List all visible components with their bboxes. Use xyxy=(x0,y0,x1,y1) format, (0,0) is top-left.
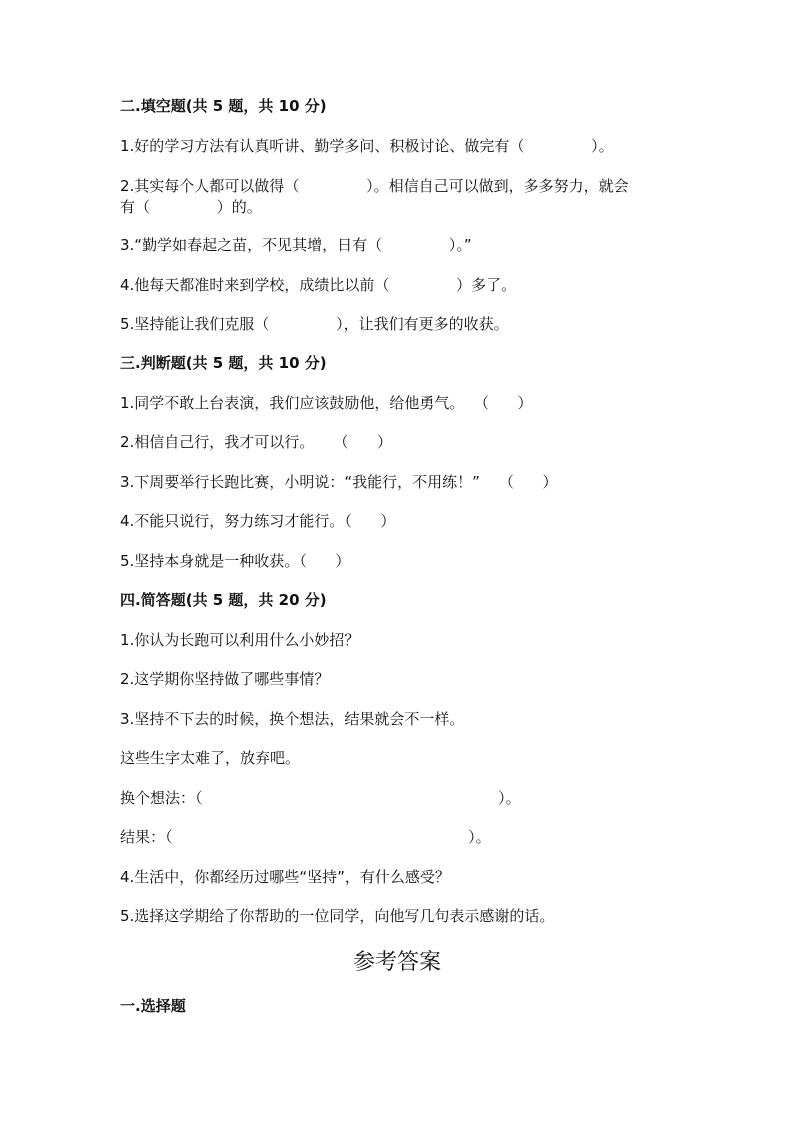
question-item: 5.坚持本身就是一种收获。（ ） xyxy=(120,552,351,570)
question-item: 3.下周要举行长跑比赛，小明说：“我能行，不用练！” （ ） xyxy=(120,473,558,491)
question-item: 3.“勤学如春起之苗，不见其增，日有（ ）。” xyxy=(120,236,472,254)
section-heading-fill-in: 二.填空题(共 5 题，共 10 分) xyxy=(120,97,327,115)
question-item: 2.相信自己行，我才可以行。 （ ） xyxy=(120,433,392,451)
question-item: 5.选择这学期给了你帮助的一位同学，向他写几句表示感谢的话。 xyxy=(120,907,555,925)
question-item: 2.其实每个人都可以做得（ ）。相信自己可以做到，多多努力，就会 xyxy=(120,177,629,195)
section-heading-true-false: 三.判断题(共 5 题，共 10 分) xyxy=(120,354,327,372)
question-item: 1.你认为长跑可以利用什么小妙招？ xyxy=(120,631,360,649)
question-item: 4.他每天都准时来到学校，成绩比以前（ ）多了。 xyxy=(120,276,517,294)
question-item: 2.这学期你坚持做了哪些事情？ xyxy=(120,670,330,688)
question-item: 5.坚持能让我们克服（ ），让我们有更多的收获。 xyxy=(120,315,509,333)
answer-section-heading: 一.选择题 xyxy=(120,997,186,1015)
question-item: 4.不能只说行，努力练习才能行。（ ） xyxy=(120,512,396,530)
question-item-continuation: 有（ ）的。 xyxy=(120,198,262,216)
question-subline: 结果：（ ）。 xyxy=(120,828,491,846)
question-subline: 换个想法：（ ）。 xyxy=(120,789,521,807)
section-heading-short-answer: 四.简答题(共 5 题，共 20 分) xyxy=(120,591,327,609)
question-item: 1.好的学习方法有认真听讲、勤学多问、积极讨论、做完有（ ）。 xyxy=(120,137,614,155)
question-subline: 这些生字太难了，放弃吧。 xyxy=(120,749,301,767)
question-item: 1.同学不敢上台表演，我们应该鼓励他，给他勇气。 （ ） xyxy=(120,394,533,412)
answer-key-title: 参考答案 xyxy=(352,950,441,975)
question-item: 3.坚持不下去的时候，换个想法，结果就会不一样。 xyxy=(120,710,465,728)
question-item: 4.生活中，你都经历过哪些“坚持”，有什么感受？ xyxy=(120,868,450,886)
